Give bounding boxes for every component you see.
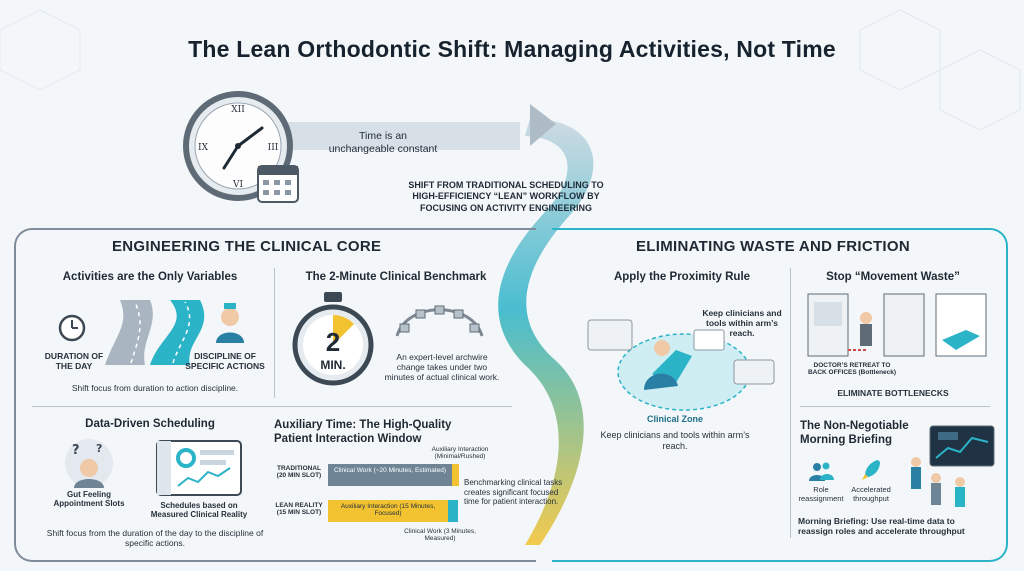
role-reassignment-label: Role reassignment xyxy=(798,485,844,503)
lean-row-label: LEAN REALITY (15 MIN SLOT) xyxy=(275,502,323,517)
svg-text:VI: VI xyxy=(232,180,244,190)
benchmark-title: The 2-Minute Clinical Benchmark xyxy=(305,271,487,283)
auxiliary-title: Auxiliary Time: The High-Quality Patient Interaction Window xyxy=(274,419,452,446)
stopwatch-number: 2 xyxy=(325,327,341,357)
throughput-label: Accelerated throughput xyxy=(851,485,891,503)
thinking-person-icon xyxy=(58,438,120,488)
briefing-title: The Non-Negotiable Morning Briefing xyxy=(800,420,909,446)
gut-feeling-label: Gut Feeling Appointment Slots xyxy=(53,490,125,509)
auxiliary-caption: Benchmarking clinical tasks creates significant focused time for patient interaction. xyxy=(464,478,563,507)
scheduling-title: Data-Driven Scheduling xyxy=(85,418,215,430)
discipline-label: DISCIPLINE OF SPECIFIC ACTIONS xyxy=(185,351,265,371)
activities-title: Activities are the Only Variables xyxy=(62,271,238,283)
retreat-label: DOCTOR’S RETREAT TO BACK OFFICES (Bottleneck) xyxy=(807,362,897,377)
benchmark-caption: An expert-level archwire change takes under two minutes of actual clinical work. xyxy=(384,352,500,383)
proximity-caption: Keep clinicians and tools within arm’s reach. xyxy=(600,430,750,451)
lean-clinical-bar xyxy=(448,500,458,522)
shift-statement: SHIFT FROM TRADITIONAL SCHEDULING TO HIGH-EFFICIENCY “LEAN” WORKFLOW BY FOCUSING ON ACTIVITY ENGINEERING xyxy=(408,180,604,213)
proximity-title: Apply the Proximity Rule xyxy=(613,271,751,283)
measured-reality-label: Schedules based on Measured Clinical Reality xyxy=(150,501,248,520)
svg-text:IX: IX xyxy=(198,143,208,153)
clock-icon xyxy=(180,88,305,213)
scheduling-caption: Shift focus from the duration of the day to the discipline of specific actions. xyxy=(46,528,264,549)
trad-clinical-bar-label: Clinical Work (~20 Minutes, Estimated) xyxy=(333,467,447,474)
left-horizontal-divider xyxy=(32,406,512,407)
movement-title: Stop “Movement Waste” xyxy=(826,271,960,283)
svg-text:III: III xyxy=(267,143,279,153)
duration-label: DURATION OF THE DAY xyxy=(44,351,104,371)
svg-text:XII: XII xyxy=(231,105,245,115)
hexagon-pattern xyxy=(0,10,1020,130)
activities-caption: Shift focus from duration to action discipline. xyxy=(71,383,239,393)
lean-aux-bar-label: Auxiliary Interaction (15 Minutes, Focused) xyxy=(340,503,436,518)
left-panel-heading: ENGINEERING THE CLINICAL CORE xyxy=(112,238,382,255)
svg-text:?: ? xyxy=(96,442,103,455)
right-panel-heading: ELIMINATING WASTE AND FRICTION xyxy=(636,238,910,255)
page-title: The Lean Orthodontic Shift: Managing Activities, Not Time xyxy=(188,36,836,62)
archwire-icon xyxy=(392,296,487,346)
clinical-zone-label: Clinical Zone xyxy=(646,414,703,424)
traditional-row-label: TRADITIONAL (20 MIN SLOT) xyxy=(276,465,322,480)
right-horizontal-divider xyxy=(800,406,990,407)
left-vertical-divider xyxy=(274,268,275,398)
people-icon xyxy=(808,460,834,482)
briefing-illustration xyxy=(904,422,996,510)
stopwatch-unit: MIN. xyxy=(320,358,346,372)
rocket-icon xyxy=(860,458,882,482)
movement-caption: ELIMINATE BOTTLENECKS xyxy=(837,388,949,398)
trad-aux-note: Auxiliary Interaction (Minimal/Rushed) xyxy=(431,446,489,461)
right-vertical-divider xyxy=(790,268,791,538)
svg-text:?: ? xyxy=(72,443,80,458)
lean-clinical-note: Clinical Work (3 Minutes, Measured) xyxy=(404,528,476,543)
trad-aux-bar xyxy=(452,464,459,486)
office-illustration xyxy=(806,290,990,360)
dashboard-icon xyxy=(156,440,242,496)
briefing-caption: Morning Briefing: Use real-time data to reassign roles and accelerate throughput xyxy=(798,516,965,537)
proximity-callout: Keep clinicians and tools within arm’s reach. xyxy=(702,308,782,339)
time-constant-label: Time is an unchangeable constant xyxy=(328,130,438,155)
